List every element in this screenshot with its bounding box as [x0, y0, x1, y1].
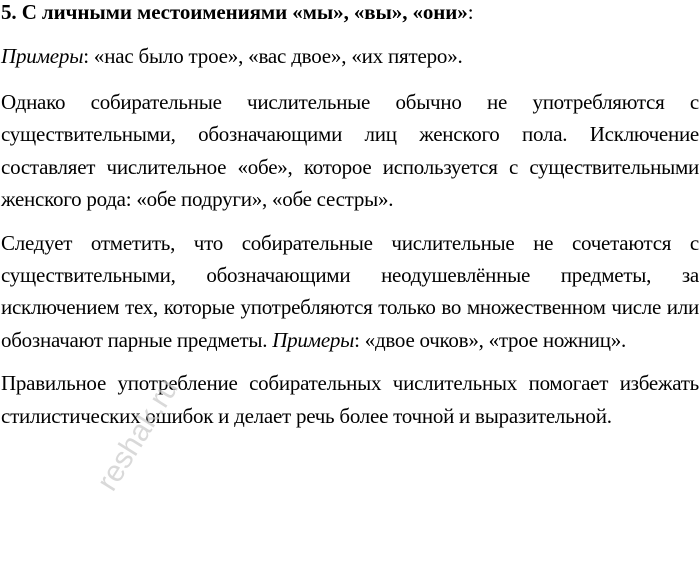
- paragraph-inanimate-main: Следует отметить, что собирательные числительные не сочетаются с существительными, обозначающими неодушевлённые предметы, за исключением тех, которые употребляются только во множественном числе или обозначают парные предметы.: [1, 230, 699, 352]
- section-heading-title: 5. С личными местоимениями «мы», «вы», «они»: [1, 0, 468, 24]
- paragraph-feminine-exception: Однако собирательные числительные обычно не употребляются с существительными, обозначающими лиц женского пола. Исключение составляет числительное «обе», которое используется с существительными женского рода: «обе подруги», «обе сестры».: [1, 90, 699, 212]
- paragraph-inanimate-examples: : «двое очков», «трое ножниц».: [354, 327, 627, 352]
- examples-text: : «нас было трое», «вас двое», «их пятеро».: [83, 44, 463, 68]
- watermark: reshak.ru: [90, 373, 185, 497]
- examples-line: [1, 44, 699, 68]
- section-heading-colon: :: [467, 0, 474, 24]
- paragraph-inanimate-examples-label: Примеры: [272, 327, 355, 352]
- paragraph-inanimate-objects: [1, 227, 699, 357]
- section-heading: [1, 0, 699, 24]
- paragraph-conclusion: Правильное употребление собирательных числительных помогает избежать стилистических ошибок и делает речь более точной и выразительной.: [1, 371, 699, 428]
- examples-label: Примеры: [1, 44, 84, 68]
